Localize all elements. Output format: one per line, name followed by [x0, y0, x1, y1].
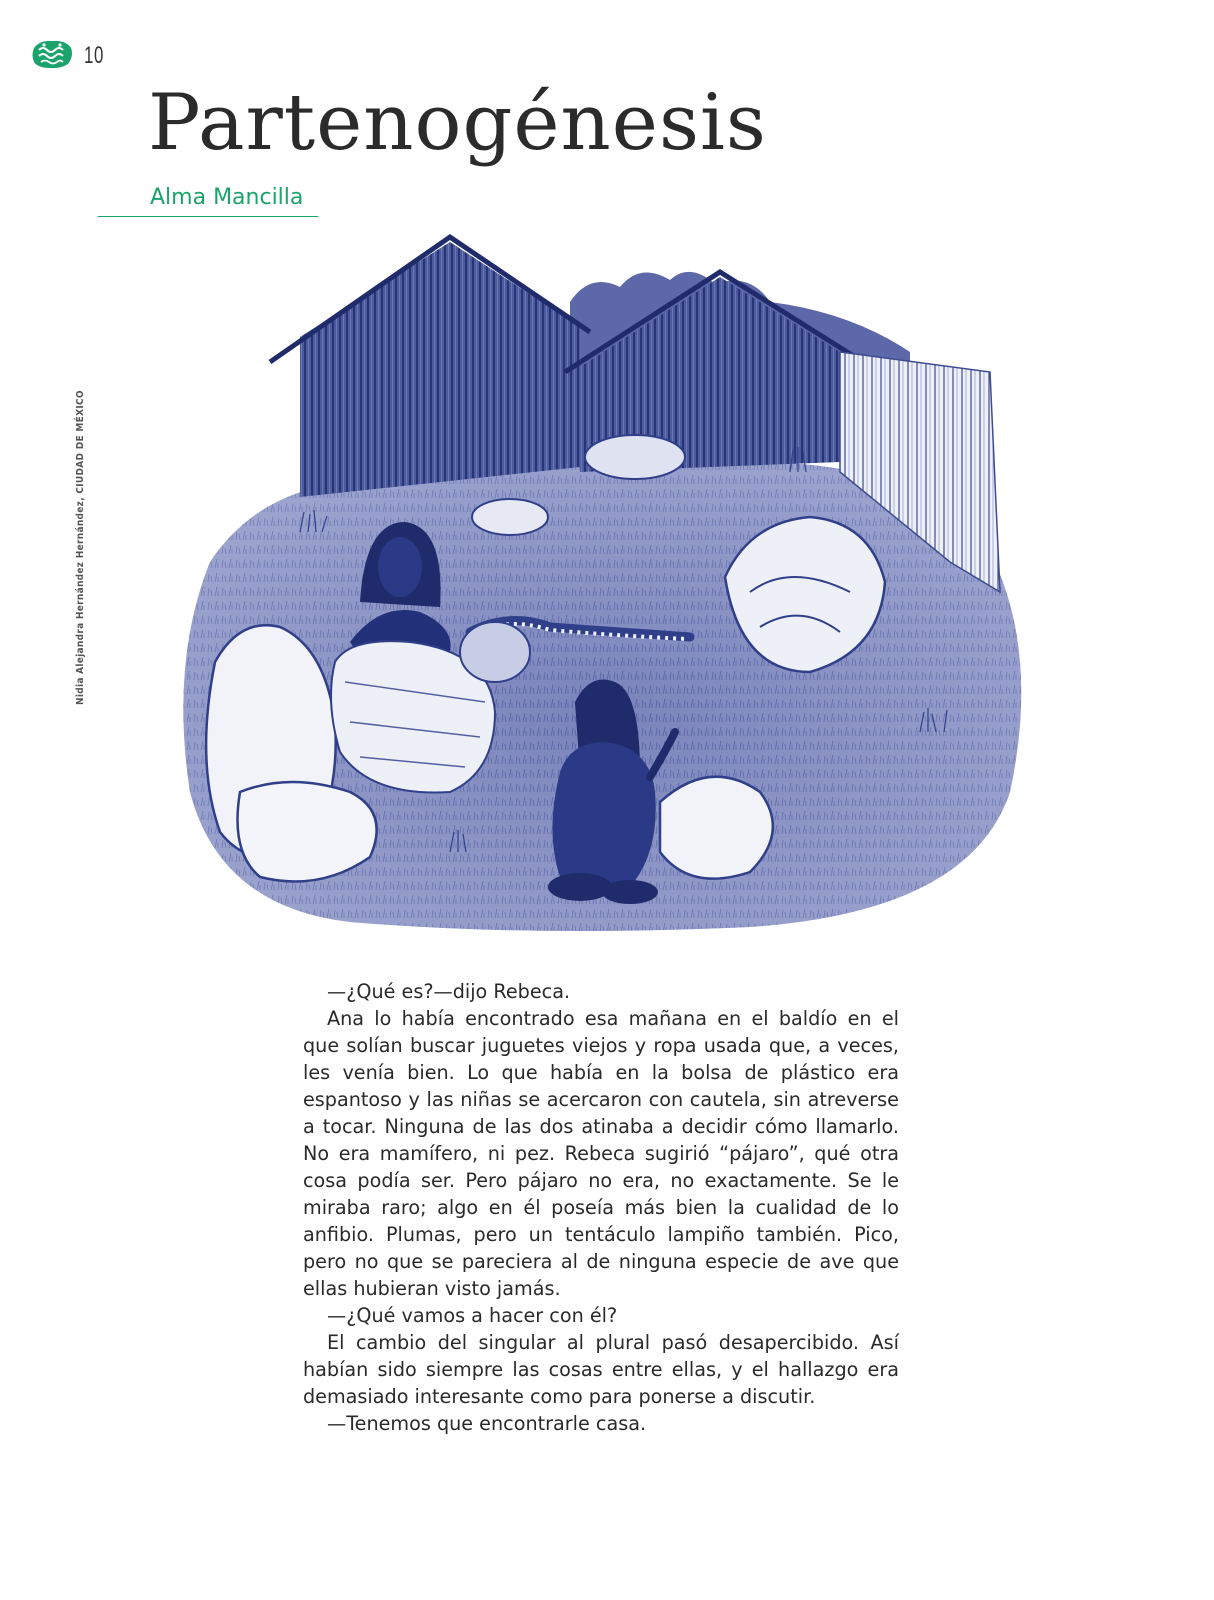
article-title: Partenogénesis: [148, 78, 767, 168]
page-number: 10: [84, 42, 105, 69]
story-paragraph: —¿Qué vamos a hacer con él?: [327, 1304, 618, 1327]
green-seal-logo-icon: [30, 38, 74, 74]
story-paragraph: —Tenemos que encontrarle casa.: [327, 1412, 647, 1435]
story-paragraph: El cambio del singular al plural pasó desapercibido. Así habían sido siempre las cosas entre ellas, y el hallazgo era demasiado interesante como para ponerse a discutir.: [303, 1331, 899, 1408]
page-header: [30, 38, 113, 74]
story-text: [303, 978, 899, 1437]
author-name: Alma Mancilla: [150, 185, 304, 210]
story-paragraph: —¿Qué es?—dijo Rebeca.: [327, 980, 571, 1003]
story-illustration: [150, 232, 1050, 952]
author-underline: [98, 216, 318, 217]
illustration-credit: Nidia Alejandra Hernández Hernández, CIUDAD DE MÉXICO: [75, 390, 86, 705]
story-paragraph: Ana lo había encontrado esa mañana en el baldío en el que solían buscar juguetes viejos y ropa usada que, a veces, les venía bien. Lo que había en la bolsa de plástico era espantoso y las niñas se acercaron con cautela, sin atreverse a tocar. Ninguna de las dos atinaba a decidir cómo llamarlo. No era mamífero, ni pez. Rebeca sugirió “pájaro”, qué otra cosa podía ser. Pero pájaro no era, no exactamente. Se le miraba raro; algo en él poseía más bien la cualidad de lo anfibio. Plumas, pero un tentáculo lampiño también. Pico, pero no que se pareciera al de ninguna especie de ave que ellas hubieran visto jamás.: [303, 1007, 899, 1300]
